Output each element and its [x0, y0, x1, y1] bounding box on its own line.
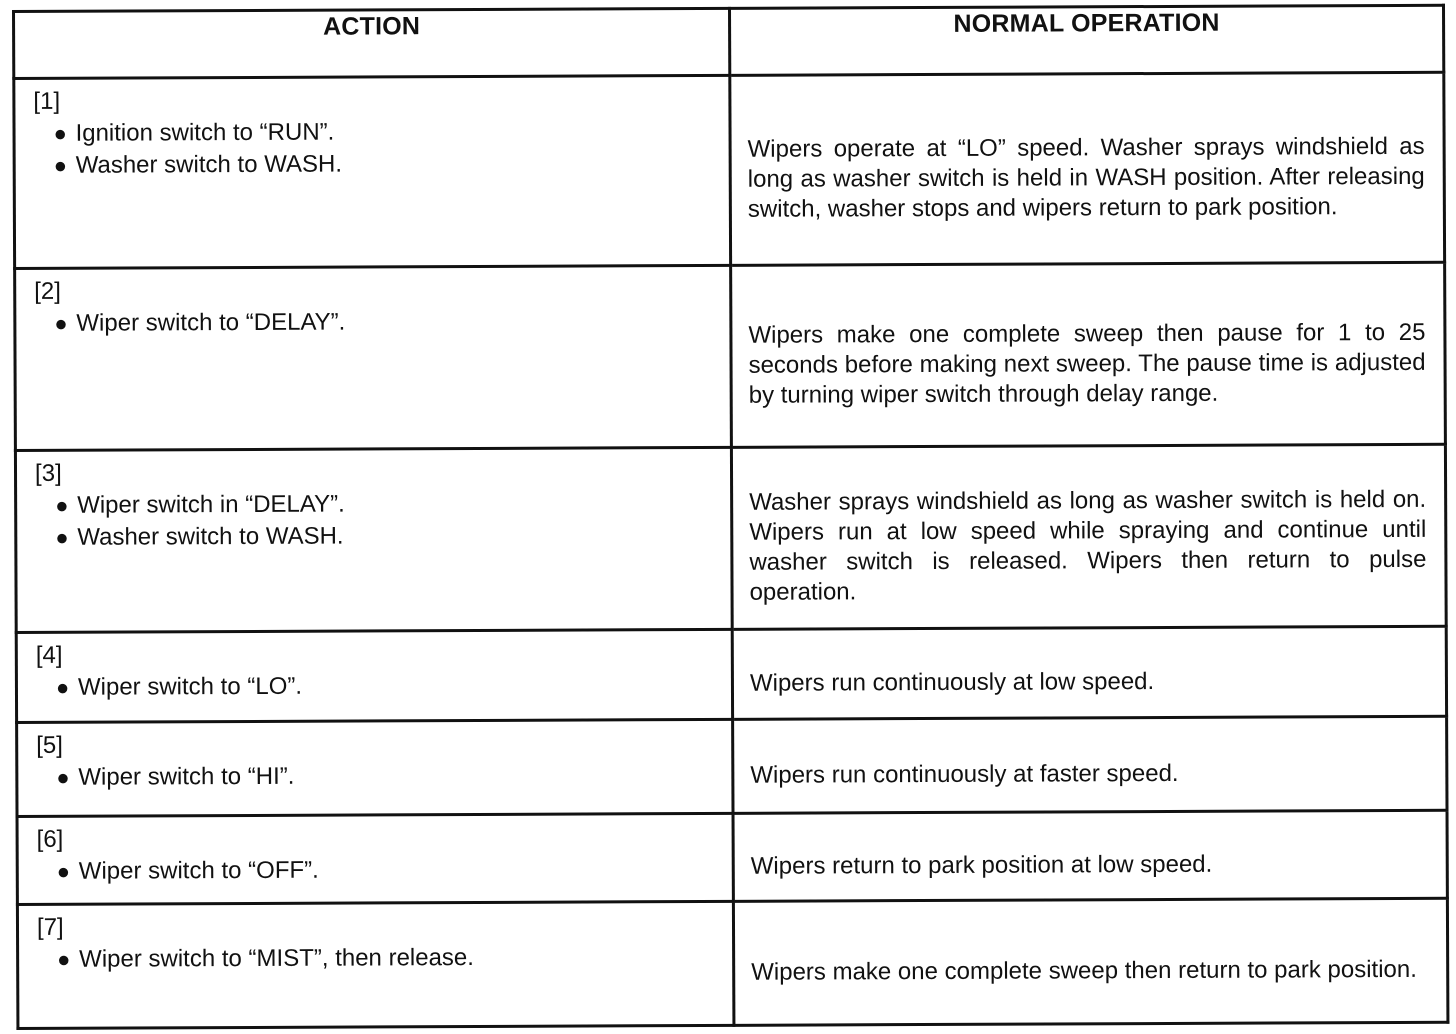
- header-row: [14, 5, 1444, 78]
- table-row: [17, 898, 1448, 1028]
- action-item: [53, 115, 718, 150]
- action-text: Wiper switch to “OFF”.: [78, 856, 319, 885]
- action-text: Washer switch to WASH.: [75, 150, 343, 179]
- normal-operation-text: Wipers operate at “LO” speed. Washer sprays windshield as long as washer switch is held in WASH position. After releasing switch, washer stops and wipers return to park position.: [747, 132, 1425, 223]
- table-row: [15, 444, 1446, 632]
- action-list: [37, 941, 722, 976]
- action-text: Wiper switch to “LO”.: [77, 672, 303, 701]
- bullet-icon: ●: [55, 674, 70, 700]
- action-text: Wiper switch to “MIST”, then release.: [79, 943, 474, 973]
- action-item: [55, 519, 720, 554]
- action-item: [56, 759, 721, 794]
- table-body: [14, 72, 1448, 1028]
- table-row: [15, 262, 1446, 450]
- normal-operation-text: Wipers run continuously at faster speed.: [750, 759, 1179, 789]
- action-cell: [16, 629, 732, 722]
- normal-operation-cell: [733, 716, 1447, 813]
- action-list: [35, 487, 720, 554]
- normal-operation-text: Wipers make one complete sweep then return to park position.: [751, 955, 1417, 986]
- bullet-icon: ●: [53, 152, 68, 178]
- action-cell: [17, 719, 733, 816]
- table-header: [14, 5, 1444, 78]
- bullet-icon: ●: [55, 524, 69, 550]
- bullet-icon: ●: [56, 858, 71, 884]
- action-item: [54, 305, 719, 340]
- action-cell: [14, 75, 731, 268]
- table-row: [16, 626, 1446, 722]
- normal-operation-text: Wipers make one complete sweep then pause for 1 to 25 seconds before making next sweep. The pause time is adjusted by turning wiper switch through delay range.: [748, 318, 1426, 409]
- action-list: [37, 853, 722, 888]
- table-row: [17, 716, 1447, 816]
- action-text: Wiper switch in “DELAY”.: [77, 490, 345, 519]
- normal-operation-cell: [731, 262, 1446, 447]
- normal-operation-cell: [733, 898, 1448, 1025]
- step-number: [5]: [36, 731, 63, 759]
- normal-operation-cell: [731, 444, 1446, 629]
- header-action: ACTION: [14, 8, 730, 78]
- action-item: [54, 147, 719, 182]
- action-cell: [15, 447, 732, 632]
- step-number: [3]: [34, 459, 62, 487]
- wiper-operation-table: [12, 4, 1449, 1030]
- action-list: [33, 115, 718, 182]
- action-list: [36, 669, 721, 704]
- table-row: [17, 810, 1447, 904]
- step-number: [7]: [36, 913, 64, 941]
- action-cell: [17, 813, 733, 904]
- action-list: [34, 305, 719, 340]
- action-text: Wiper switch to “DELAY”.: [76, 308, 346, 337]
- action-cell: [15, 265, 732, 450]
- normal-operation-text: Washer sprays windshield as long as washer switch is held on. Wipers run at low speed while spraying and continue until washer switch is released. Wipers then return to pulse operation.: [749, 485, 1427, 606]
- step-number: [2]: [34, 277, 61, 305]
- normal-operation-cell: [730, 72, 1445, 265]
- bullet-icon: ●: [57, 946, 71, 972]
- action-cell: [17, 901, 734, 1028]
- header-normal-operation: NORMAL OPERATION: [729, 5, 1443, 75]
- action-item: [55, 487, 720, 522]
- normal-operation-cell: [733, 810, 1447, 901]
- bullet-icon: ●: [53, 120, 67, 146]
- action-text: Ignition switch to “RUN”.: [75, 118, 335, 147]
- step-number: [4]: [35, 641, 63, 669]
- action-item: [57, 853, 722, 888]
- document-page: [12, 4, 1446, 1022]
- action-item: [56, 669, 721, 704]
- step-number: [1]: [33, 87, 61, 115]
- action-text: Washer switch to WASH.: [77, 522, 344, 551]
- bullet-icon: ●: [54, 310, 68, 336]
- table-row: [14, 72, 1445, 268]
- action-list: [36, 759, 721, 794]
- action-item: [57, 941, 722, 976]
- action-text: Wiper switch to “HI”.: [78, 762, 295, 791]
- bullet-icon: ●: [56, 764, 70, 790]
- bullet-icon: ●: [55, 492, 69, 518]
- normal-operation-text: Wipers return to park position at low speed.: [750, 850, 1213, 880]
- step-number: [6]: [36, 825, 64, 853]
- normal-operation-cell: [732, 626, 1446, 719]
- normal-operation-text: Wipers run continuously at low speed.: [749, 667, 1155, 697]
